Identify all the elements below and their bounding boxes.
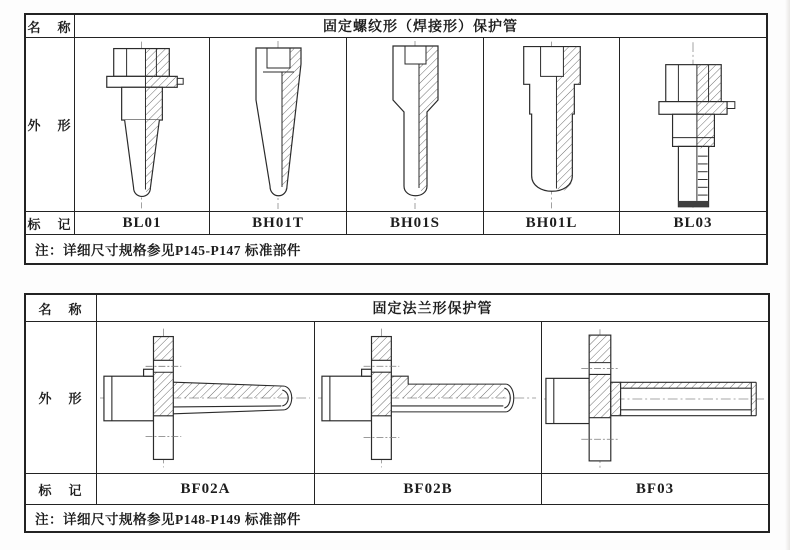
table2-shape-label: 外 形 — [26, 322, 97, 473]
mark-bl01: BL01 — [75, 212, 210, 234]
bh01l-technical-drawing — [484, 38, 619, 211]
table1-title: 固定螺纹形（焊接形）保护管 — [75, 15, 766, 37]
mark-bh01l: BH01L — [484, 212, 620, 234]
table1-shape-label: 外 形 — [26, 38, 75, 211]
table1-name-label: 名 称 — [26, 15, 75, 37]
drawing-cell-bh01l — [484, 38, 620, 211]
bl03-technical-drawing — [620, 38, 766, 211]
bf02b-technical-drawing — [316, 322, 541, 473]
drawing-cell-bf02a — [97, 322, 315, 473]
mark-bl03: BL03 — [620, 212, 766, 234]
bh01s-technical-drawing — [348, 38, 483, 211]
table2-name-label: 名 称 — [26, 295, 97, 321]
table1-note: 注：详细尺寸规格参见P145-P147 标准部件 — [35, 243, 301, 258]
mark-bf02a: BF02A — [97, 474, 315, 504]
mark-bf02b: BF02B — [315, 474, 542, 504]
table2-title: 固定法兰形保护管 — [97, 295, 768, 321]
table-threaded-protection-tubes — [24, 13, 768, 265]
bh01t-technical-drawing — [211, 38, 346, 211]
drawing-cell-bf02b — [315, 322, 542, 473]
mark-bh01s: BH01S — [347, 212, 484, 234]
drawing-cell-bh01s — [347, 38, 484, 211]
drawing-cell-bf03 — [542, 322, 768, 473]
page-scan-edge-shade — [785, 0, 790, 550]
mark-bh01t: BH01T — [210, 212, 347, 234]
table-flanged-protection-tubes — [24, 293, 770, 533]
bl01-technical-drawing — [75, 38, 209, 211]
mark-bf03: BF03 — [542, 474, 768, 504]
bf02a-technical-drawing — [98, 322, 314, 473]
drawing-cell-bl01 — [75, 38, 210, 211]
table2-note: 注：详细尺寸规格参见P148-P149 标准部件 — [35, 512, 301, 527]
table1-mark-label: 标 记 — [26, 212, 75, 234]
table2-mark-label: 标 记 — [26, 474, 97, 504]
drawing-cell-bl03 — [620, 38, 766, 211]
drawing-cell-bh01t — [210, 38, 347, 211]
bf03-technical-drawing — [542, 322, 768, 473]
